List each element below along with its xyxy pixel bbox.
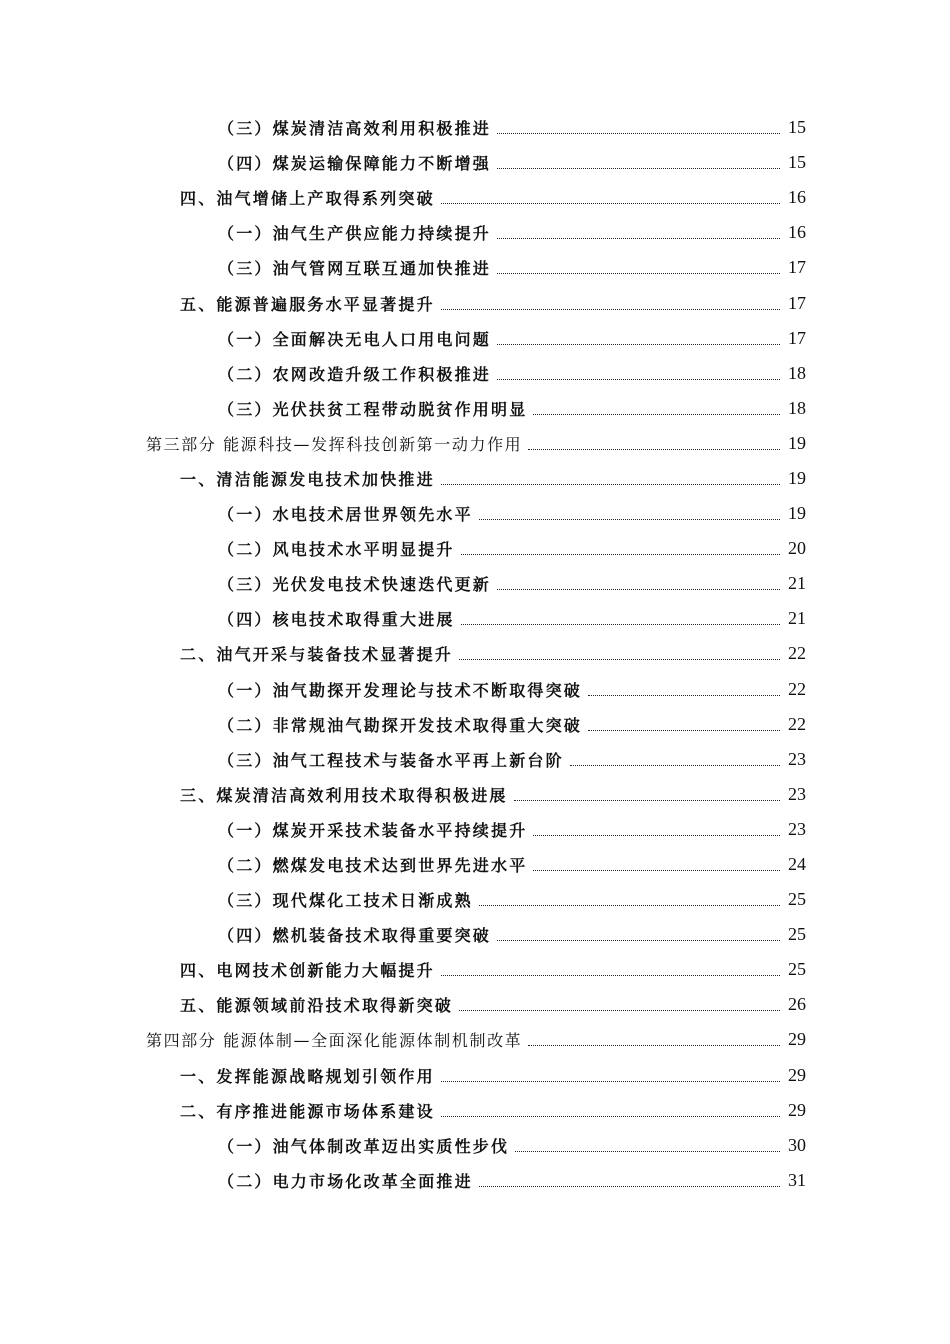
toc-entry-title: 一、清洁能源发电技术加快推进: [180, 469, 435, 489]
toc-entry[interactable]: [0, 1163, 950, 1198]
toc-entry[interactable]: [0, 110, 950, 145]
toc-entry-page-number: 17: [788, 327, 806, 348]
toc-entry-page-number: 22: [788, 713, 806, 734]
dot-leader: [528, 449, 780, 450]
toc-entry[interactable]: [0, 882, 950, 917]
toc-entry-page-number: 23: [788, 818, 806, 839]
toc-entry[interactable]: [0, 145, 950, 180]
dot-leader: [441, 484, 780, 485]
toc-entry-title: （三）现代煤化工技术日渐成熟: [218, 891, 473, 911]
toc-entry-page-number: 23: [788, 748, 806, 769]
toc-entry[interactable]: [0, 672, 950, 707]
dot-leader: [441, 309, 780, 310]
dot-leader: [459, 659, 780, 660]
table-of-contents: [0, 110, 950, 1198]
dot-leader: [441, 1116, 780, 1117]
toc-entry-page-number: 24: [788, 854, 806, 875]
toc-entry-title: （四）燃机装备技术取得重要突破: [218, 926, 492, 946]
toc-entry[interactable]: [0, 987, 950, 1022]
toc-entry-page-number: 31: [788, 1169, 806, 1190]
toc-entry-page-number: 19: [788, 467, 806, 488]
dot-leader: [441, 1081, 780, 1082]
dot-leader: [528, 1045, 780, 1046]
toc-entry-title: （二）农网改造升级工作积极推进: [218, 364, 492, 384]
dot-leader: [461, 624, 780, 625]
toc-entry[interactable]: [0, 285, 950, 320]
dot-leader: [533, 870, 780, 871]
toc-entry-title: （四）煤炭运输保障能力不断增强: [218, 154, 492, 174]
toc-entry[interactable]: [0, 566, 950, 601]
toc-entry-title: （一）全面解决无电人口用电问题: [218, 329, 492, 349]
toc-entry-title: 四、油气增储上产取得系列突破: [180, 189, 435, 209]
toc-entry-page-number: 25: [788, 959, 806, 980]
toc-entry[interactable]: [0, 952, 950, 987]
toc-entry[interactable]: [0, 777, 950, 812]
toc-entry-title: （一）水电技术居世界领先水平: [218, 505, 473, 525]
toc-entry[interactable]: [0, 1128, 950, 1163]
toc-entry-title: 五、能源普遍服务水平显著提升: [180, 294, 435, 314]
dot-leader: [441, 975, 780, 976]
toc-entry-page-number: 15: [788, 152, 806, 173]
toc-entry-page-number: 23: [788, 783, 806, 804]
dot-leader: [459, 1010, 780, 1011]
toc-entry[interactable]: [0, 847, 950, 882]
toc-entry[interactable]: [0, 812, 950, 847]
toc-entry-page-number: 18: [788, 362, 806, 383]
toc-entry[interactable]: [0, 1058, 950, 1093]
toc-entry-title: 二、有序推进能源市场体系建设: [180, 1101, 435, 1121]
dot-leader: [479, 1186, 780, 1187]
toc-entry-page-number: 15: [788, 117, 806, 138]
toc-entry[interactable]: [0, 461, 950, 496]
dot-leader: [497, 133, 780, 134]
toc-entry[interactable]: [0, 707, 950, 742]
toc-entry[interactable]: [0, 496, 950, 531]
dot-leader: [515, 1151, 780, 1152]
toc-entry-title: （四）核电技术取得重大进展: [218, 610, 455, 630]
toc-entry-page-number: 25: [788, 924, 806, 945]
toc-entry-title: （二）风电技术水平明显提升: [218, 540, 455, 560]
toc-entry-title: 三、煤炭清洁高效利用技术取得积极进展: [180, 785, 508, 805]
toc-entry[interactable]: [0, 636, 950, 671]
toc-entry-title: 四、电网技术创新能力大幅提升: [180, 961, 435, 981]
dot-leader: [497, 589, 780, 590]
toc-entry-title: （三）油气管网互联互通加快推进: [218, 259, 492, 279]
toc-entry-page-number: 16: [788, 222, 806, 243]
toc-entry-page-number: 21: [788, 608, 806, 629]
toc-entry-page-number: 17: [788, 257, 806, 278]
dot-leader: [588, 695, 780, 696]
dot-leader: [497, 273, 780, 274]
toc-entry-title: （三）油气工程技术与装备水平再上新台阶: [218, 750, 564, 770]
toc-entry[interactable]: [0, 917, 950, 952]
dot-leader: [497, 168, 780, 169]
toc-entry-title: 一、发挥能源战略规划引领作用: [180, 1066, 435, 1086]
toc-entry[interactable]: [0, 1093, 950, 1128]
toc-entry[interactable]: [0, 601, 950, 636]
toc-entry-page-number: 17: [788, 292, 806, 313]
toc-entry[interactable]: [0, 742, 950, 777]
toc-entry-page-number: 30: [788, 1134, 806, 1155]
toc-entry-page-number: 20: [788, 538, 806, 559]
toc-entry-title: （二）燃煤发电技术达到世界先进水平: [218, 856, 528, 876]
toc-entry-page-number: 29: [788, 1099, 806, 1120]
toc-entry-title: （三）煤炭清洁高效利用积极推进: [218, 119, 492, 139]
toc-entry-page-number: 22: [788, 678, 806, 699]
toc-entry-page-number: 19: [788, 432, 806, 453]
toc-entry-page-number: 16: [788, 187, 806, 208]
toc-entry[interactable]: [0, 531, 950, 566]
dot-leader: [533, 835, 780, 836]
dot-leader: [570, 765, 780, 766]
toc-entry-page-number: 25: [788, 889, 806, 910]
toc-entry-title: （三）光伏扶贫工程带动脱贫作用明显: [218, 399, 528, 419]
toc-entry-title: （一）煤炭开采技术装备水平持续提升: [218, 820, 528, 840]
dot-leader: [514, 800, 780, 801]
toc-entry[interactable]: [0, 215, 950, 250]
toc-entry-page-number: 29: [788, 1064, 806, 1085]
dot-leader: [479, 519, 780, 520]
dot-leader: [588, 730, 780, 731]
toc-entry-page-number: 22: [788, 643, 806, 664]
toc-entry-title: （二）非常规油气勘探开发技术取得重大突破: [218, 715, 583, 735]
dot-leader: [497, 344, 780, 345]
toc-entry[interactable]: [0, 356, 950, 391]
dot-leader: [441, 203, 780, 204]
dot-leader: [497, 379, 780, 380]
toc-entry-title: （一）油气体制改革迈出实质性步伐: [218, 1136, 510, 1156]
dot-leader: [479, 905, 780, 906]
toc-entry[interactable]: [0, 321, 950, 356]
dot-leader: [461, 554, 780, 555]
toc-entry-page-number: 19: [788, 503, 806, 524]
toc-entry[interactable]: [0, 180, 950, 215]
toc-entry-title: 五、能源领域前沿技术取得新突破: [180, 996, 454, 1016]
toc-entry[interactable]: [0, 426, 950, 461]
toc-entry-title: （三）光伏发电技术快速迭代更新: [218, 575, 492, 595]
toc-entry-title: 第三部分 能源科技—发挥科技创新第一动力作用: [146, 434, 523, 454]
toc-entry-page-number: 29: [788, 1029, 806, 1050]
dot-leader: [497, 940, 780, 941]
toc-entry-title: （一）油气生产供应能力持续提升: [218, 224, 492, 244]
toc-entry-title: 第四部分 能源体制—全面深化能源体制机制改革: [146, 1031, 523, 1051]
dot-leader: [533, 414, 780, 415]
toc-entry[interactable]: [0, 391, 950, 426]
toc-entry-page-number: 26: [788, 994, 806, 1015]
toc-entry-page-number: 18: [788, 397, 806, 418]
toc-entry[interactable]: [0, 1022, 950, 1057]
toc-entry[interactable]: [0, 250, 950, 285]
toc-entry-page-number: 21: [788, 573, 806, 594]
toc-entry-title: （一）油气勘探开发理论与技术不断取得突破: [218, 680, 583, 700]
dot-leader: [497, 238, 780, 239]
toc-entry-title: 二、油气开采与装备技术显著提升: [180, 645, 454, 665]
toc-entry-title: （二）电力市场化改革全面推进: [218, 1171, 473, 1191]
